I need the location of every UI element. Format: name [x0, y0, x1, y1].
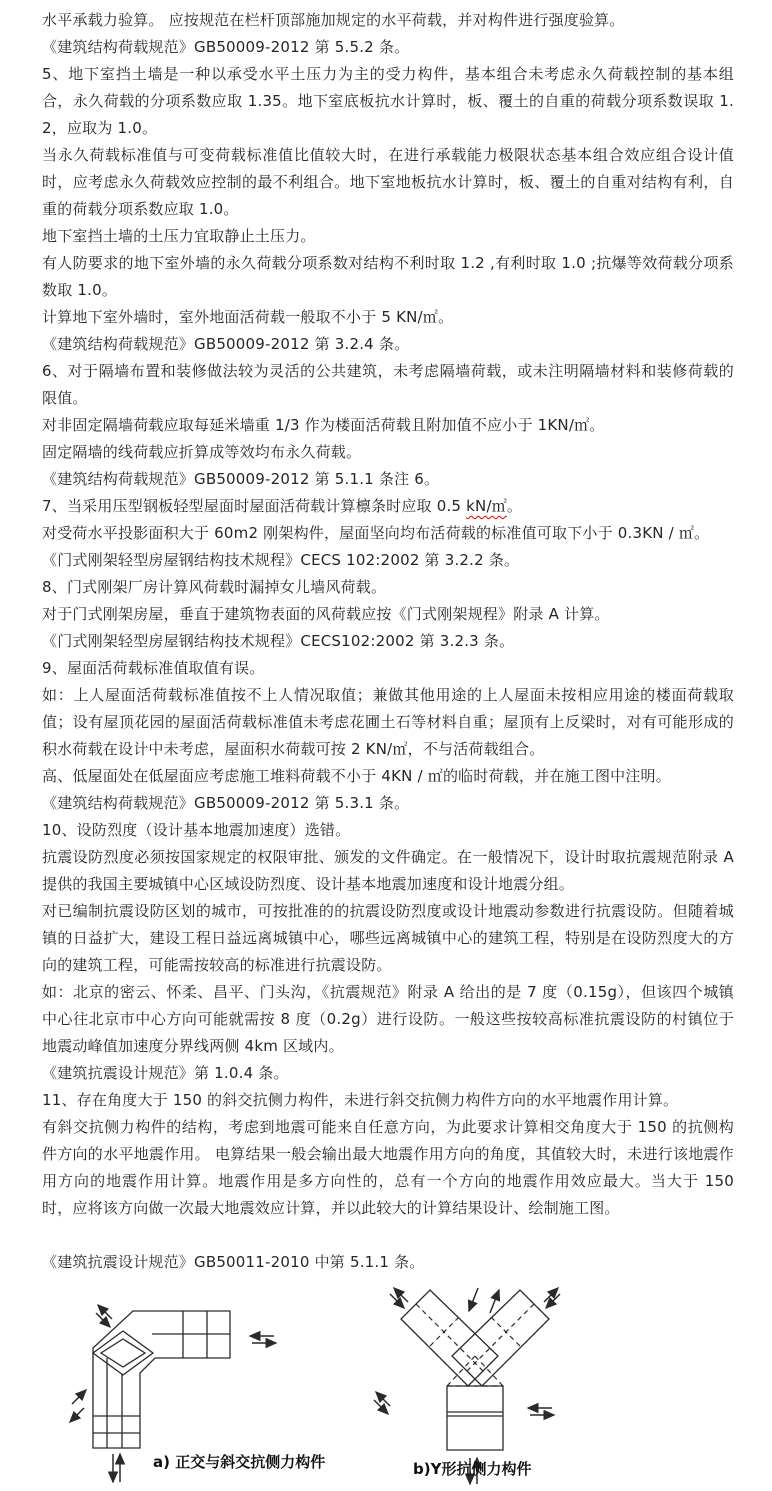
text-run: 计算地下室外墙时，室外地面活荷载一般取不小于 5 KN/㎡。 — [42, 308, 454, 326]
text-run: 5、地下室挡土墙是一种以承受水平土压力为主的受力构件，基本组合未考虑永久荷载控制的基本组合，永久荷载的分项系数应取 1.35。地下室底板抗水计算时，板、覆土的自重的荷载分项系数误取 1.2，应取为 1.0。 — [42, 65, 734, 137]
paragraph — [42, 304, 734, 331]
paragraph — [42, 250, 734, 304]
figure-caption-b: b)Y形抗侧力构件 — [413, 1460, 532, 1478]
text-run: 10、设防烈度（设计基本地震加速度）选错。 — [42, 821, 351, 839]
paragraph — [42, 7, 734, 34]
paragraph — [42, 493, 734, 520]
text-run: 《建筑结构荷载规范》GB50009-2012 第 5.3.1 条。 — [42, 794, 410, 812]
paragraph — [42, 142, 734, 223]
text-run: 如：上人屋面活荷载标准值按不上人情况取值；兼做其他用途的上人屋面未按相应用途的楼面荷载取值；设有屋顶花园的屋面活荷载标准值未考虑花圃土石等材料自重；屋顶有上反梁时，对有可能形成的积水荷载在设计中未考虑，屋面积水荷载可按 2 KN/㎡，不与活荷载组合。 — [42, 686, 734, 758]
text-run: 对于门式刚架房屋，垂直于建筑物表面的风荷载应按《门式刚架规程》附录 A 计算。 — [42, 605, 610, 623]
text-run: 《建筑抗震设计规范》第 1.0.4 条。 — [42, 1064, 289, 1082]
paragraph — [42, 655, 734, 682]
text-run: 有人防要求的地下室外墙的永久荷载分项系数对结构不利时取 1.2 ,有利时取 1.0 ;抗爆等效荷载分项系数取 1.0。 — [42, 254, 734, 299]
paragraph — [42, 790, 734, 817]
text-run: 如：北京的密云、怀柔、昌平、门头沟，《抗震规范》附录 A 给出的是 7 度（0.15g），但该四个城镇中心往北京市中心方向可能就需按 8 度（0.2g）进行设防。一般这些按较高标准抗震设防的村镇位于地震动峰值加速度分界线两侧 4km 区域内。 — [42, 983, 734, 1055]
paragraph — [42, 898, 734, 979]
paragraph — [42, 601, 734, 628]
paragraph — [42, 1060, 734, 1087]
text-run: 《门式刚架轻型房屋钢结构技术规程》CECS 102:2002 第 3.2.2 条。 — [42, 551, 520, 569]
paragraph — [42, 439, 734, 466]
text-run: 11、存在角度大于 150 的斜交抗侧力构件，未进行斜交抗侧力构件方向的水平地震作用计算。 — [42, 1091, 679, 1109]
building-plan-y-shape — [401, 1290, 549, 1450]
text-content — [42, 7, 734, 1276]
text-run: 《建筑结构荷载规范》GB50009-2012 第 5.5.2 条。 — [42, 38, 410, 56]
paragraph — [42, 358, 734, 412]
paragraph — [42, 844, 734, 898]
text-run: 9、屋面活荷载标准值取值有误。 — [42, 659, 265, 677]
text-run: 对非固定隔墙荷载应取每延米墙重 1/3 作为楼面活荷载且附加值不应小于 1KN/㎡。 — [42, 416, 605, 434]
paragraph — [42, 682, 734, 763]
paragraph — [42, 628, 734, 655]
text-run: 《门式刚架轻型房屋钢结构技术规程》CECS102:2002 第 3.2.3 条。 — [42, 632, 515, 650]
text-run: 《建筑结构荷载规范》GB50009-2012 第 5.1.1 条注 6。 — [42, 470, 440, 488]
paragraph — [42, 331, 734, 358]
figure-caption-a: a) 正交与斜交抗侧力构件 — [153, 1453, 326, 1471]
text-run: 固定隔墙的线荷载应折算成等效均布永久荷载。 — [42, 443, 362, 461]
text-run: 地下室挡土墙的土压力宜取静止土压力。 — [42, 227, 316, 245]
text-run: 《建筑抗震设计规范》GB50011-2010 中第 5.1.1 条。 — [42, 1253, 425, 1271]
text-run: 高、低屋面处在低屋面应考虑施工堆料荷载不小于 4KN / ㎡的临时荷载，并在施工图中注明。 — [42, 767, 671, 785]
paragraph — [42, 817, 734, 844]
paragraph — [42, 979, 734, 1060]
paragraph — [42, 412, 734, 439]
text-run: 8、门式刚架厂房计算风荷载时漏掉女儿墙风荷载。 — [42, 578, 387, 596]
text-run: 有斜交抗侧力构件的结构，考虑到地震可能来自任意方向，为此要求计算相交角度大于 150 的抗侧构件方向的水平地震作用。 电算结果一般会输出最大地震作用方向的角度，其值较大时，未进行该地震作用方向的地震作用计算。地震作用是多方向性的，总有一个方向的地震作用效应最大。当大于 150 时，应将该方向做一次最大地震效应计算，并以此较大的计算结果设计、绘制施工图。 — [42, 1118, 734, 1217]
paragraph — [42, 466, 734, 493]
building-plan-l-shape — [93, 1311, 230, 1448]
paragraph — [42, 223, 734, 250]
text-run: 对受荷水平投影面积大于 60m2 刚架构件，屋面坚向均布活荷载的标准值可取下小于 0.3KN / ㎡。 — [42, 524, 710, 542]
paragraph — [42, 1087, 734, 1114]
paragraph — [42, 574, 734, 601]
text-run: 7、当采用压型钢板轻型屋面时屋面活荷载计算檩条时应取 0.5 — [42, 497, 467, 515]
paragraph — [42, 34, 734, 61]
text-run: 6、对于隔墙布置和装修做法较为灵活的公共建筑，未考虑隔墙荷载，或未注明隔墙材料和装修荷载的限值。 — [42, 362, 734, 407]
paragraph — [42, 763, 734, 790]
text-run: 对已编制抗震设防区划的城市，可按批准的的抗震设防烈度或设计地震动参数进行抗震设防。但随着城镇的日益扩大，建设工程日益远离城镇中心，哪些远离城镇中心的建筑工程，特别是在设防烈度大的方向的建筑工程，可能需按较高的标准进行抗震设防。 — [42, 902, 734, 974]
text-run: 水平承载力验算。 应按规范在栏杆顶部施加规定的水平荷载，并对构件进行强度验算。 — [42, 11, 625, 29]
paragraph — [42, 547, 734, 574]
paragraph — [42, 520, 734, 547]
paragraph — [42, 1249, 734, 1276]
misspelled-term: kN/㎡ — [466, 497, 507, 515]
paragraph — [42, 1114, 734, 1222]
paragraph — [42, 61, 734, 142]
text-run: 。 — [506, 497, 523, 515]
figure-area — [42, 1286, 734, 1486]
text-run: 抗震设防烈度必须按国家规定的权限审批、颁发的文件确定。在一般情况下，设计时取抗震规范附录 A 提供的我国主要城镇中心区域设防烈度、设计基本地震加速度和设计地震分组。 — [42, 848, 734, 893]
text-run: 当永久荷载标准值与可变荷载标准值比值较大时，在进行承载能力极限状态基本组合效应组合设计值时，应考虑永久荷载效应控制的最不利组合。地下室地板抗水计算时，板、覆土的自重对结构有利，自重的荷载分项系数应取 1.0。 — [42, 146, 734, 218]
text-run: 《建筑结构荷载规范》GB50009-2012 第 3.2.4 条。 — [42, 335, 410, 353]
